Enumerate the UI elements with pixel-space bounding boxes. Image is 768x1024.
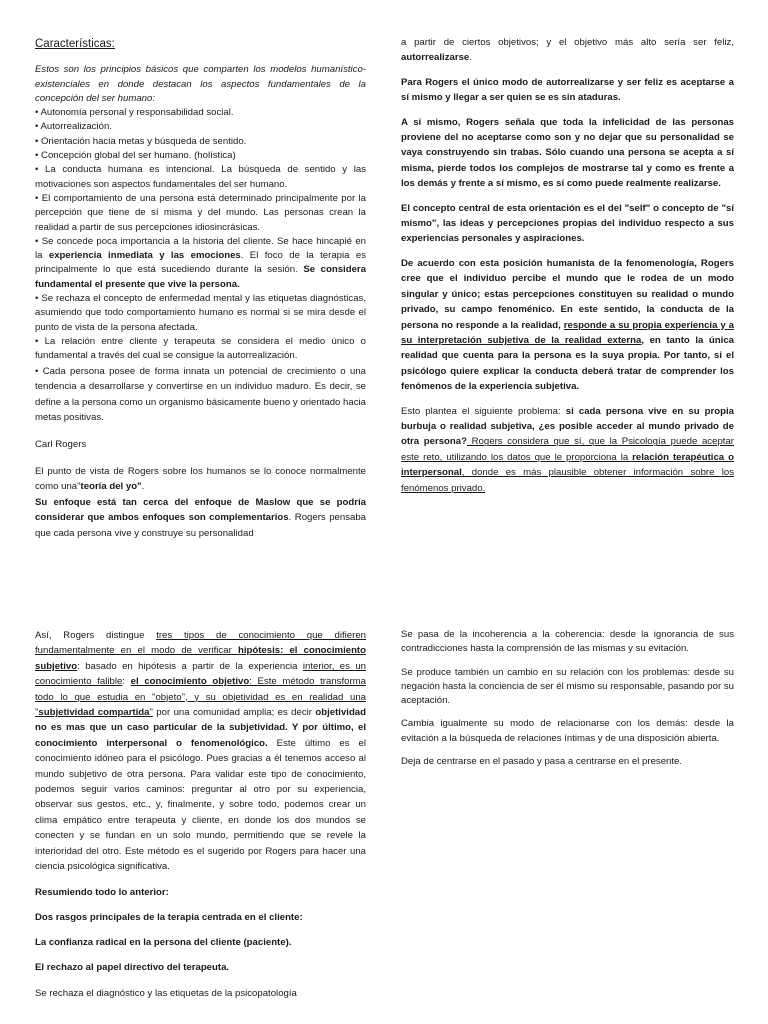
bullet-item: • Concepción global del ser humano. (holística) xyxy=(35,150,236,162)
column-top-left xyxy=(35,37,366,541)
paragraph: a partir de ciertos objetivos; y el objetivo más alto sería ser feliz, autorrealizarse. xyxy=(401,37,734,64)
paragraph: De acuerdo con esta posición humanista de la fenomenología, Rogers cree que el individuo percibe el mundo que le rodea de un modo singular y único; estas percepciones constituyen su realidad o mundo privado, su campo fenoménico. En este sentido, la conducta de la persona no responde a la realidad, responde a su propia experiencia y a su interpretación subjetiva de la realidad externa, en tanto la única realidad que cuenta para la persona es la suya propia. Por tanto, si el psicólogo quiere explicar la conducta deberá tratar de comprender los fenómenos de la experiencia subjetiva. xyxy=(401,257,734,393)
column-bottom-right xyxy=(401,628,734,769)
paragraph: El concepto central de esta orientación es el del "self" o concepto de "sí mismo", las ideas y percepciones propias del individuo respecto a sus experiencias personales y aspiraciones. xyxy=(401,202,734,245)
bullet-item: • La relación entre cliente y terapeuta se considera el medio único o fundamental a través del cual se consigue la autorrealización. xyxy=(35,335,366,362)
bullet-item: • Autonomía personal y responsabilidad social. xyxy=(35,107,234,119)
summary-line: Dos rasgos principales de la terapia centrada en el cliente: xyxy=(35,911,303,923)
summary-line: El rechazo al papel directivo del terapeuta. xyxy=(35,962,230,974)
summary-line: La confianza radical en la persona del cliente (paciente). xyxy=(35,937,292,949)
bullet-item: • La conducta humana es intencional. La búsqueda de sentido y las motivaciones son aspectos fundamentales del ser humano. xyxy=(35,164,366,190)
paragraph: Se produce también un cambio en su relación con los problemas: desde su negación hasta la conciencia de ser él mismo su responsable, pasando por su aceptación. xyxy=(401,666,734,707)
column-top-right xyxy=(401,35,734,496)
bullet-item: • Autorrealización. xyxy=(35,121,112,133)
intro-paragraph: Estos son los principios básicos que comparten los modelos humanístico-existenciales en donde destacan los aspectos fundamentales de la concepción del ser humano: xyxy=(35,64,366,104)
subheading-carl-rogers: Carl Rogers xyxy=(35,438,87,450)
paragraph: El punto de vista de Rogers sobre los humanos se lo conoce normalmente como una"teoría del yo". xyxy=(35,465,366,493)
paragraph: Se pasa de la incoherencia a la coherencia: desde la ignorancia de sus contradicciones hasta la comprensión de las mismas y su evitación. xyxy=(401,629,734,655)
paragraph: Así, Rogers distingue tres tipos de conocimiento que difieren fundamentalmente en el modo de verificar hipótesis: el conocimiento subjetivo: basado en hipótesis a partir de la experiencia interior, es un conocimiento falible: el conocimiento objetivo: Este método transforma todo lo que estudia en "objeto", y su objetividad es en realidad una "subjetividad compartida" por una comunidad amplia; es decir objetividad no es mas que un caso particular de la subjetividad. Y por último, el conocimiento interpersonal o fenomenológico. Este último es el conocimiento idóneo para el psicólogo. Pues gracias a él tenemos acceso al mundo subjetivo de otra persona. Para validar este tipo de conocimiento, podemos seguir varios caminos: preguntar al otro por su experiencia, observar sus gestos, etc., y, finalmente, y sobre todo, podemos crear un clima empático entre terapeuta y cliente, en donde los dos mundos se conecten y se fundan en un solo mundo, permitiendo que se revele la interioridad del otro. Este método es el sugerido por Rogers para hacer una ciencia psicológica significativa. xyxy=(35,630,366,873)
paragraph: Para Rogers el único modo de autorrealizarse y ser feliz es aceptarse a sí mismo y llegar a ser quien se es sin ataduras. xyxy=(401,76,734,104)
column-bottom-left xyxy=(35,628,366,1001)
paragraph: Su enfoque está tan cerca del enfoque de Maslow que se podría considerar que ambos enfoques son complementarios. Rogers pensaba que cada persona vive y construye su personalidad xyxy=(35,496,367,539)
bullet-item: • Cada persona posee de forma innata un potencial de crecimiento o una tendencia a desarrollarse y convertirse en un individuo maduro. Es decir, se define a la persona como un organismo básicamente bueno y orientado hacia metas positivas. xyxy=(35,365,366,424)
bullet-item: • El comportamiento de una persona está determinado principalmente por la percepción que tiene de sí misma y del mundo. Las personas crean la realidad a partir de sus percepciones idiosincrásicas. xyxy=(35,192,366,233)
paragraph: Cambia igualmente su modo de relacionarse con los demás: desde la evitación a la búsqueda de relaciones íntimas y de una disposición abierta. xyxy=(401,718,734,744)
bullet-item: • Orientación hacia metas y búsqueda de sentido. xyxy=(35,135,247,147)
section-title: Características: xyxy=(35,38,115,50)
bullet-item: • Se rechaza el concepto de enfermedad mental y las etiquetas diagnósticas, asumiendo que todo comportamiento humano es normal si se mira desde el punto de vista de la persona afectada. xyxy=(35,293,366,333)
paragraph: Deja de centrarse en el pasado y pasa a centrarse en el presente. xyxy=(401,756,683,768)
paragraph: A sí mismo, Rogers señala que toda la infelicidad de las personas proviene del no aceptarse como son y no dejar que su personalidad se vaya construyendo sin trabas. Sólo cuando una persona se acepta a sí misma, pierde todos los complejos de mostrarse tal y como es frente a los demás y frente a sí mismo, es sí como puede realmente realizarse. xyxy=(401,116,734,190)
paragraph: Esto plantea el siguiente problema: si cada persona vive en su propia burbuja o realidad subjetiva, ¿es posible acceder al mundo privado de otra persona? Rogers considera que sí, que la Psicología puede aceptar este reto, utilizando los datos que le proporciona la relación terapéutica o interpersonal, donde es más plausible obtener información sobre los fenómenos privado. xyxy=(401,405,735,494)
summary-line: Se rechaza el diagnóstico y las etiquetas de la psicopatología xyxy=(35,987,297,999)
summary-heading: Resumiendo todo lo anterior: xyxy=(35,886,169,898)
bullet-item: • Se concede poca importancia a la historia del cliente. Se hace hincapié en la experiencia inmediata y las emociones. El foco de la terapia es principalmente lo que está sucediendo durante la sesión. Se considera fundamental el presente que vive la persona. xyxy=(35,235,366,290)
